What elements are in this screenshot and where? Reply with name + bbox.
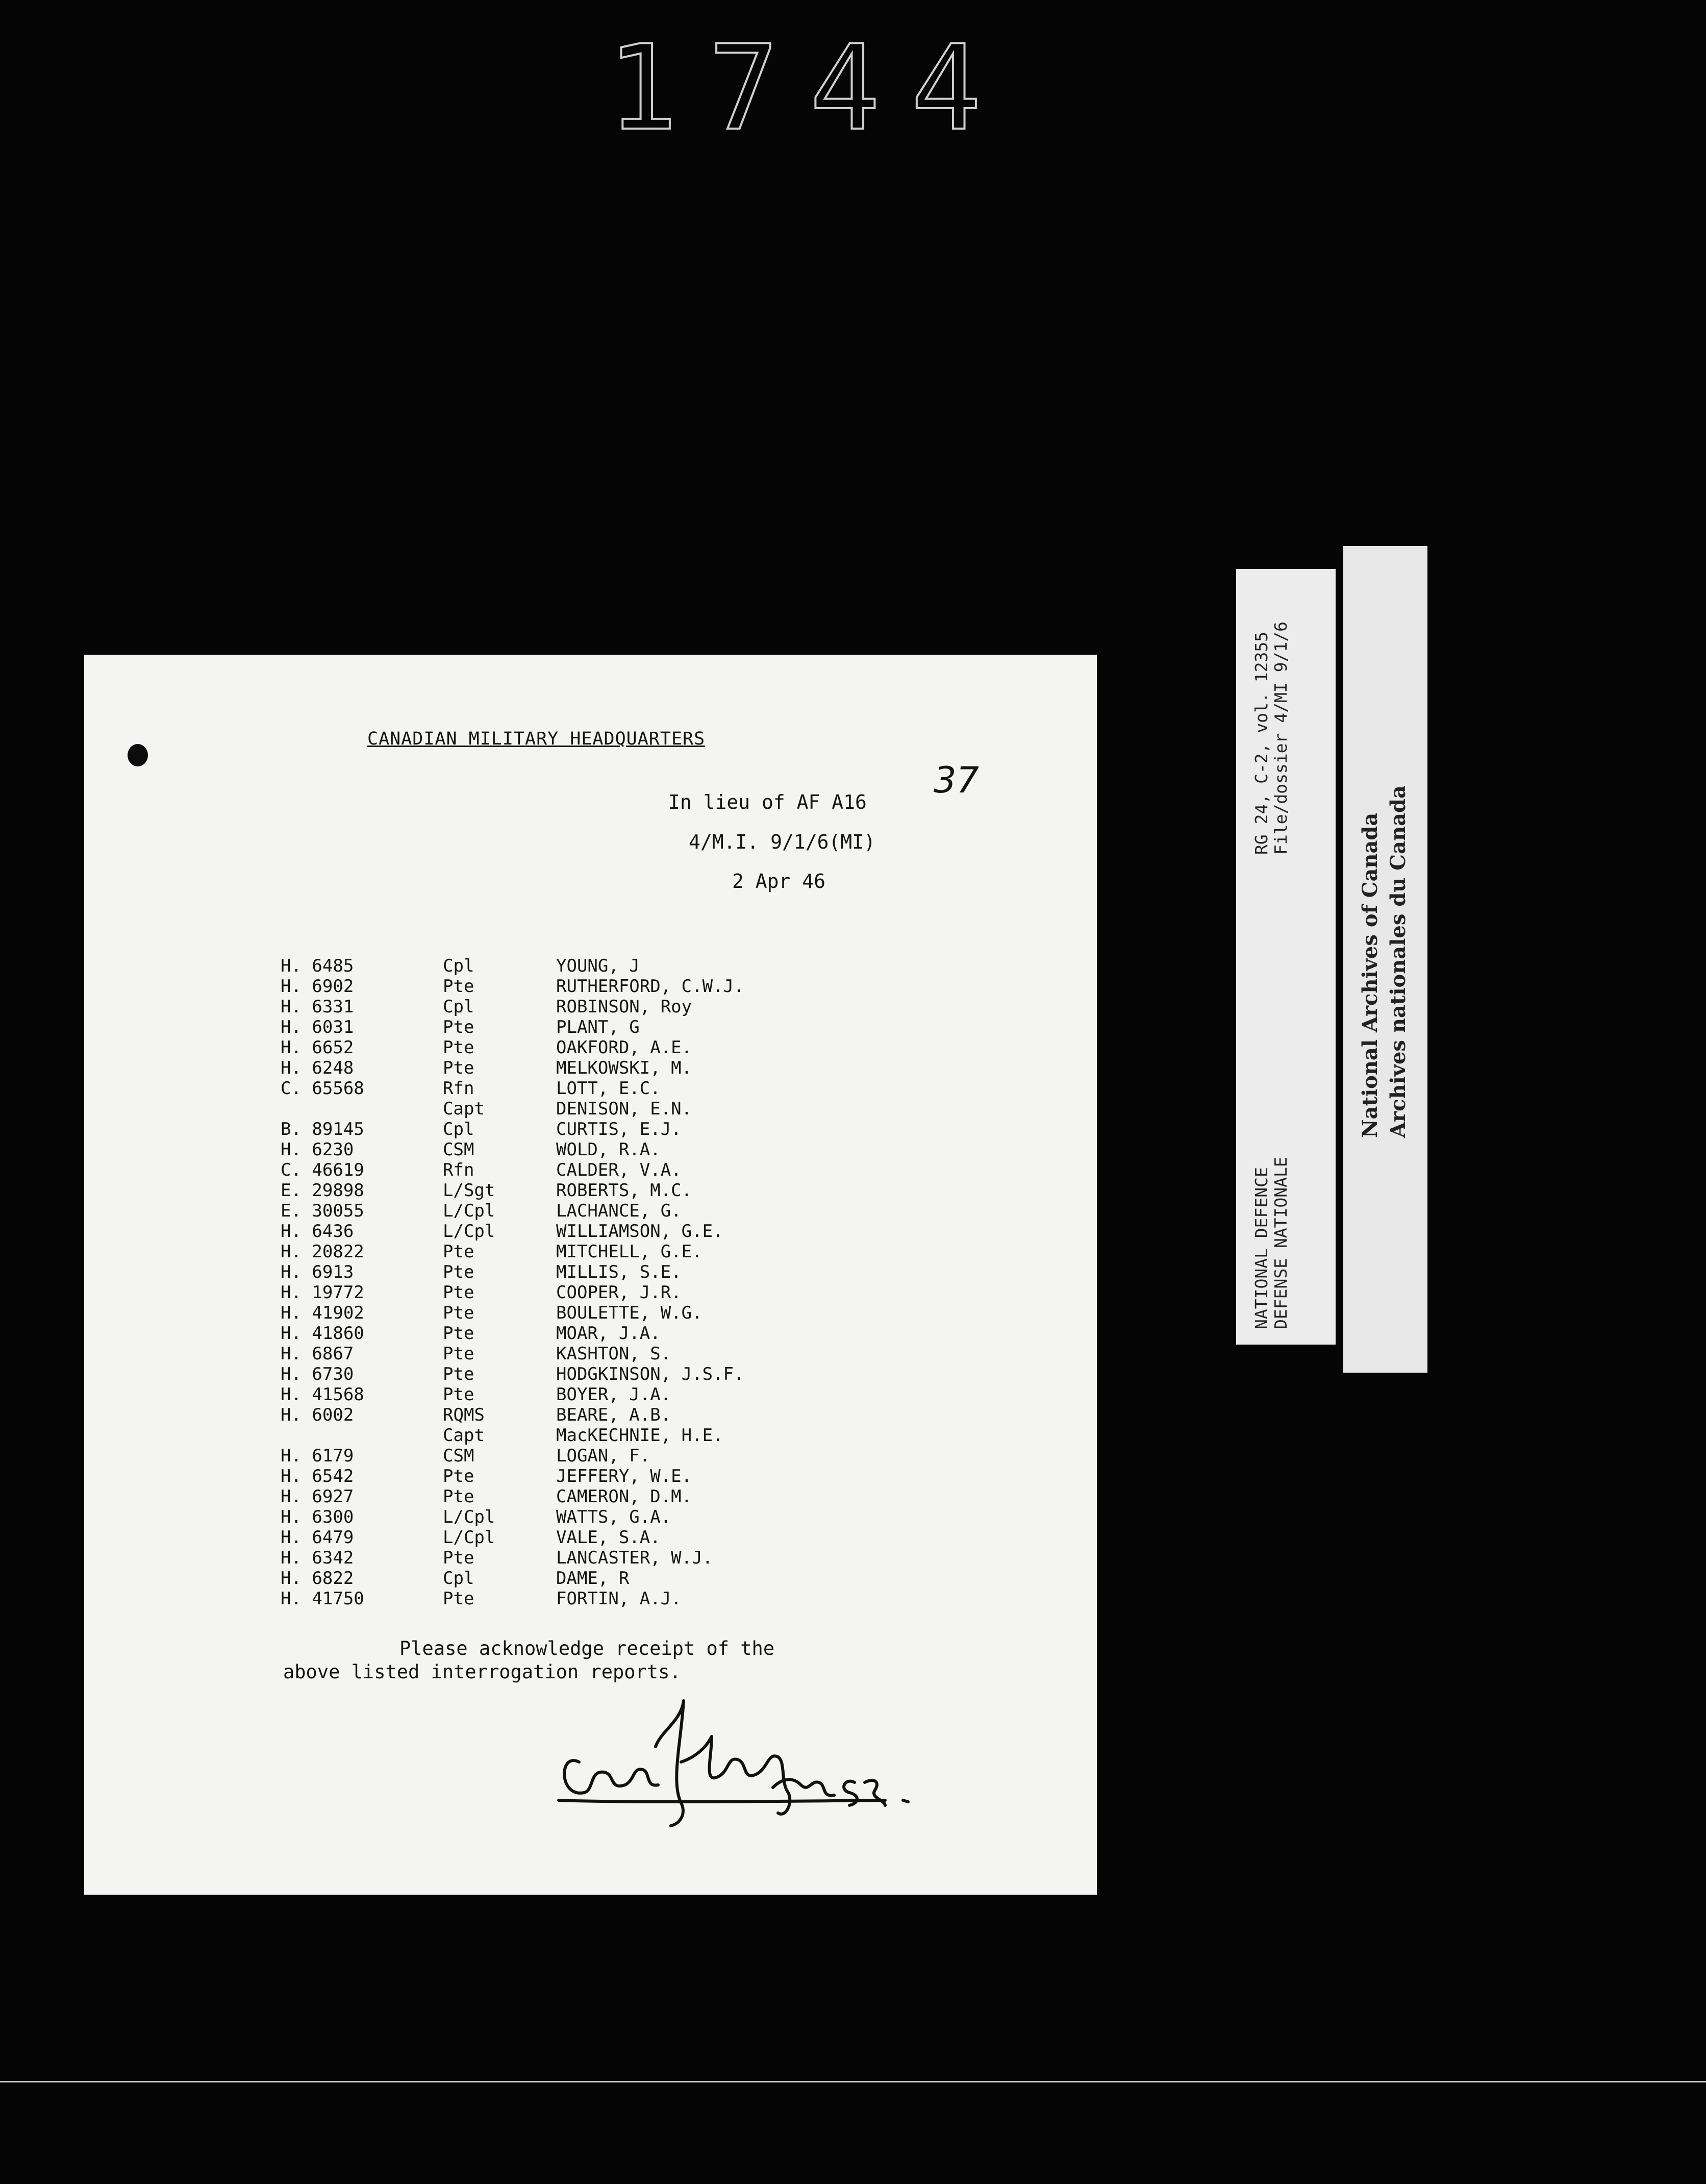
service-number: H. 6479 <box>281 1527 354 1548</box>
roster-row <box>281 1242 744 1262</box>
service-number: H. 6485 <box>281 956 354 976</box>
roster-row <box>281 1262 744 1282</box>
roster-row <box>281 1119 744 1139</box>
roster-row <box>281 1589 744 1609</box>
roster-row <box>281 1527 744 1548</box>
rank: Pte <box>443 1242 474 1262</box>
rank: Pte <box>443 1589 474 1609</box>
soldier-name: YOUNG, J <box>556 956 640 976</box>
reference-file: 4/M.I. 9/1/6(MI) <box>689 831 876 853</box>
rank: L/Cpl <box>443 1527 495 1548</box>
roster-row <box>281 1058 744 1078</box>
personnel-roster <box>281 956 744 1609</box>
document-page <box>84 655 1097 1895</box>
rank: Pte <box>443 1384 474 1405</box>
film-edge-line <box>0 2081 1706 2082</box>
soldier-name: LACHANCE, G. <box>556 1201 682 1221</box>
soldier-name: RUTHERFORD, C.W.J. <box>556 976 744 997</box>
rank: Capt <box>443 1099 485 1119</box>
service-number: H. 6179 <box>281 1446 354 1466</box>
soldier-name: ROBERTS, M.C. <box>556 1180 692 1201</box>
service-number: C. 46619 <box>281 1160 364 1180</box>
soldier-name: KASHTON, S. <box>556 1344 671 1364</box>
service-number: H. 6248 <box>281 1058 354 1078</box>
archive-reference-line-2: File/dossier 4/MI 9/1/6 <box>1271 622 1291 855</box>
roster-row <box>281 1466 744 1486</box>
soldier-name: DENISON, E.N. <box>556 1099 692 1119</box>
roster-row <box>281 1037 744 1058</box>
rank: L/Cpl <box>443 1201 495 1221</box>
roster-row <box>281 1344 744 1364</box>
punch-hole <box>128 744 148 766</box>
soldier-name: COOPER, J.R. <box>556 1282 682 1303</box>
soldier-name: WILLIAMSON, G.E. <box>556 1221 723 1242</box>
rank: Pte <box>443 1466 474 1486</box>
soldier-name: LOGAN, F. <box>556 1446 650 1466</box>
service-number: H. 6331 <box>281 997 354 1017</box>
soldier-name: OAKFORD, A.E. <box>556 1037 692 1058</box>
acknowledgement-note <box>283 1637 774 1684</box>
soldier-name: WOLD, R.A. <box>556 1139 661 1160</box>
roster-row <box>281 1180 744 1201</box>
department-line-1: NATIONAL DEFENCE <box>1251 1167 1271 1329</box>
document-heading: CANADIAN MILITARY HEADQUARTERS <box>367 729 706 749</box>
roster-row <box>281 1548 744 1568</box>
archives-stamp-label <box>1343 546 1427 1373</box>
soldier-name: LOTT, E.C. <box>556 1078 661 1099</box>
microfilm-frame-number: 1744 <box>607 20 1012 157</box>
service-number: H. 6867 <box>281 1344 354 1364</box>
rank: Pte <box>443 1364 474 1384</box>
soldier-name: JEFFERY, W.E. <box>556 1466 692 1486</box>
soldier-name: CALDER, V.A. <box>556 1160 682 1180</box>
soldier-name: BEARE, A.B. <box>556 1405 671 1425</box>
roster-row <box>281 1384 744 1405</box>
service-number: E. 30055 <box>281 1201 364 1221</box>
rank: Pte <box>443 1262 474 1282</box>
service-number: H. 41860 <box>281 1323 364 1344</box>
roster-row <box>281 956 744 976</box>
archive-reference-line-1: RG 24, C-2, vol. 12355 <box>1251 631 1271 855</box>
roster-row <box>281 1486 744 1507</box>
service-number: H. 6902 <box>281 976 354 997</box>
document-date: 2 Apr 46 <box>732 870 826 892</box>
service-number: H. 6436 <box>281 1221 354 1242</box>
soldier-name: BOYER, J.A. <box>556 1384 671 1405</box>
department-line-2: DEFENSE NATIONALE <box>1271 1157 1291 1329</box>
soldier-name: MacKECHNIE, H.E. <box>556 1425 723 1446</box>
service-number: H. 6730 <box>281 1364 354 1384</box>
acknowledgement-line-1: Please acknowledge receipt of the <box>399 1637 775 1659</box>
soldier-name: HODGKINSON, J.S.F. <box>556 1364 744 1384</box>
roster-row <box>281 976 744 997</box>
rank: Pte <box>443 1017 474 1037</box>
service-number: H. 6652 <box>281 1037 354 1058</box>
rank: Pte <box>443 976 474 997</box>
service-number: H. 6230 <box>281 1139 354 1160</box>
rank: Pte <box>443 1282 474 1303</box>
service-number: E. 29898 <box>281 1180 364 1201</box>
roster-row <box>281 1405 744 1425</box>
roster-row <box>281 1507 744 1527</box>
rank: Cpl <box>443 1119 474 1139</box>
rank: Rfn <box>443 1160 474 1180</box>
roster-row <box>281 1221 744 1242</box>
soldier-name: MITCHELL, G.E. <box>556 1242 703 1262</box>
service-number <box>281 1099 443 1119</box>
service-number: H. 41568 <box>281 1384 364 1405</box>
service-number: B. 89145 <box>281 1119 364 1139</box>
rank: Pte <box>443 1303 474 1323</box>
rank: Pte <box>443 1486 474 1507</box>
service-number: H. 6927 <box>281 1486 354 1507</box>
service-number: H. 20822 <box>281 1242 364 1262</box>
roster-row <box>281 1364 744 1384</box>
archives-name-english: National Archives of Canada <box>1358 812 1382 1138</box>
rank: L/Cpl <box>443 1507 495 1527</box>
roster-row <box>281 1139 744 1160</box>
soldier-name: CAMERON, D.M. <box>556 1486 692 1507</box>
rank: CSM <box>443 1139 474 1160</box>
service-number: C. 65568 <box>281 1078 364 1099</box>
roster-row <box>281 1282 744 1303</box>
rank: Cpl <box>443 956 474 976</box>
rank: Rfn <box>443 1078 474 1099</box>
roster-row <box>281 1099 744 1119</box>
roster-row <box>281 1303 744 1323</box>
roster-row <box>281 1201 744 1221</box>
rank: Pte <box>443 1058 474 1078</box>
rank: L/Cpl <box>443 1221 495 1242</box>
service-number: H. 19772 <box>281 1282 364 1303</box>
rank: Pte <box>443 1548 474 1568</box>
rank: L/Sgt <box>443 1180 495 1201</box>
rank: Capt <box>443 1425 485 1446</box>
roster-row <box>281 1425 744 1446</box>
soldier-name: PLANT, G <box>556 1017 640 1037</box>
soldier-name: MELKOWSKI, M. <box>556 1058 692 1078</box>
rank: Cpl <box>443 1568 474 1589</box>
handwritten-signature <box>528 1680 977 1833</box>
service-number: H. 6822 <box>281 1568 354 1589</box>
service-number: H. 6342 <box>281 1548 354 1568</box>
service-number: H. 41750 <box>281 1589 364 1609</box>
soldier-name: MILLIS, S.E. <box>556 1262 682 1282</box>
roster-row <box>281 1323 744 1344</box>
service-number: H. 6542 <box>281 1466 354 1486</box>
service-number: H. 6913 <box>281 1262 354 1282</box>
service-number: H. 41902 <box>281 1303 364 1323</box>
soldier-name: DAME, R <box>556 1568 630 1589</box>
rank: CSM <box>443 1446 474 1466</box>
rank: Cpl <box>443 997 474 1017</box>
soldier-name: VALE, S.A. <box>556 1527 661 1548</box>
archives-name-french: Archives nationales du Canada <box>1386 785 1410 1138</box>
service-number <box>281 1425 443 1446</box>
roster-row <box>281 997 744 1017</box>
soldier-name: MOAR, J.A. <box>556 1323 661 1344</box>
soldier-name: WATTS, G.A. <box>556 1507 671 1527</box>
service-number: H. 6300 <box>281 1507 354 1527</box>
handwritten-page-number: 37 <box>934 759 980 801</box>
roster-row <box>281 1017 744 1037</box>
roster-row <box>281 1160 744 1180</box>
soldier-name: FORTIN, A.J. <box>556 1589 682 1609</box>
soldier-name: ROBINSON, Roy <box>556 997 692 1017</box>
rank: Pte <box>443 1344 474 1364</box>
roster-row <box>281 1078 744 1099</box>
archive-reference-label <box>1236 569 1336 1345</box>
service-number: H. 6002 <box>281 1405 354 1425</box>
soldier-name: LANCASTER, W.J. <box>556 1548 713 1568</box>
acknowledgement-line-2: above listed interrogation reports. <box>283 1661 681 1683</box>
rank: RQMS <box>443 1405 485 1425</box>
rank: Pte <box>443 1323 474 1344</box>
roster-row <box>281 1446 744 1466</box>
roster-row <box>281 1568 744 1589</box>
soldier-name: CURTIS, E.J. <box>556 1119 682 1139</box>
rank: Pte <box>443 1037 474 1058</box>
service-number: H. 6031 <box>281 1017 354 1037</box>
soldier-name: BOULETTE, W.G. <box>556 1303 703 1323</box>
reference-lieu: In lieu of AF A16 <box>668 791 867 813</box>
